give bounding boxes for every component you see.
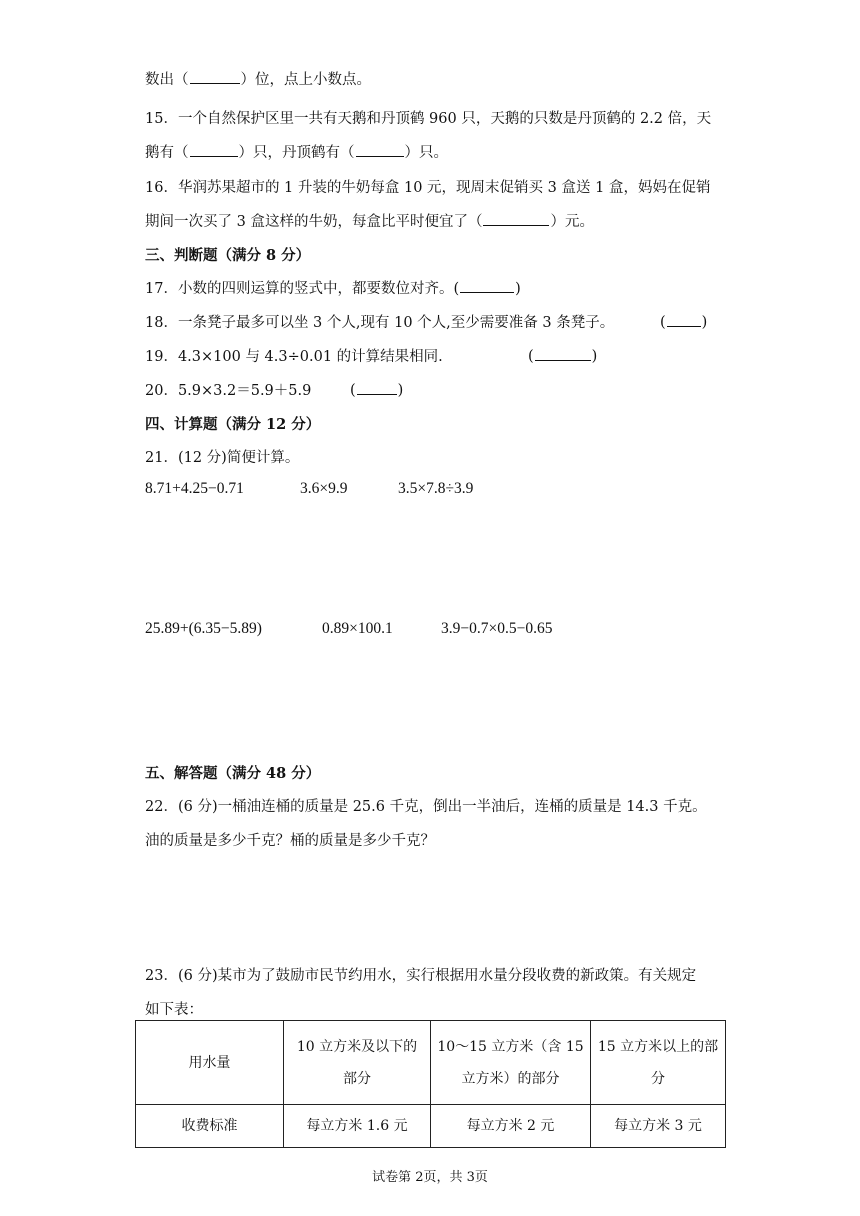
answer-blank[interactable] [667, 311, 701, 327]
calc-expression: 3.5×7.8÷3.9 [398, 480, 474, 497]
q18: 18．一条凳子最多可以坐 3 个人,现有 10 个人,至少需要准备 3 条凳子。 [145, 315, 615, 331]
answer-blank[interactable] [483, 211, 549, 227]
table-cell: 10～15 立方米（含 15 立方米）的部分 [431, 1021, 591, 1105]
q23-line2: 如下表： [145, 1002, 203, 1018]
q19-answer: ( ) [528, 345, 597, 365]
answer-blank[interactable] [190, 142, 238, 158]
answer-blank[interactable] [356, 142, 404, 158]
q23-line1: 23．(6 分)某市为了鼓励市民节约用水，实行根据用水量分段收费的新政策。有关规定 [145, 968, 697, 984]
q19: 19．4.3×100 与 4.3÷0.01 的计算结果相同. [145, 349, 443, 365]
q14-continuation: 数出（ ）位，点上小数点。 [145, 68, 371, 89]
q16-line1: 16．华润苏果超市的 1 升装的牛奶每盒 10 元，现周末促销买 3 盒送 1 盒，妈妈在促销 [145, 180, 711, 196]
water-rate-table [135, 1020, 726, 1148]
calc-expression: 3.9−0.7×0.5−0.65 [441, 620, 553, 637]
table-cell: 15 立方米以上的部分 [591, 1021, 726, 1105]
q20-answer: ( ) [350, 379, 403, 399]
table-row [136, 1105, 726, 1148]
table-cell: 每立方米 2 元 [431, 1105, 591, 1148]
table-cell: 收费标准 [136, 1105, 284, 1148]
section-3-heading: 三、判断题（满分 8 分） [145, 247, 311, 264]
q18-answer: ( ) [660, 311, 707, 331]
q17: 17．小数的四则运算的竖式中，都要数位对齐。( ) [145, 277, 521, 298]
table-cell: 每立方米 1.6 元 [284, 1105, 431, 1148]
section-5-heading: 五、解答题（满分 48 分） [145, 765, 321, 782]
answer-blank[interactable] [535, 345, 591, 361]
calc-expression: 3.6×9.9 [300, 480, 348, 497]
q22-line1: 22．(6 分)一桶油连桶的质量是 25.6 千克，倒出一半油后，连桶的质量是 14.3 千克。 [145, 799, 707, 815]
calc-expression: 8.71+4.25−0.71 [145, 480, 244, 497]
q16-line2: 期间一次买了 3 盒这样的牛奶，每盒比平时便宜了（ ）元。 [145, 210, 594, 231]
table-cell: 用水量 [136, 1021, 284, 1105]
answer-blank[interactable] [460, 278, 514, 294]
q15-line2: 鹅有（ ）只，丹顶鹤有（ ）只。 [145, 141, 448, 162]
page-footer: 试卷第 2页，共 3页 [372, 1170, 488, 1185]
answer-blank[interactable] [190, 69, 240, 85]
calc-expression: 25.89+(6.35−5.89) [145, 620, 262, 637]
section-4-heading: 四、计算题（满分 12 分） [145, 416, 321, 433]
table-header-row [136, 1021, 726, 1105]
q22-line2: 油的质量是多少千克？桶的质量是多少千克？ [145, 833, 435, 849]
table-cell: 每立方米 3 元 [591, 1105, 726, 1148]
q20: 20．5.9×3.2＝5.9＋5.9 [145, 383, 312, 399]
calc-expression: 0.89×100.1 [322, 620, 393, 637]
table-cell: 10 立方米及以下的部分 [284, 1021, 431, 1105]
q21-label: 21．(12 分)简便计算。 [145, 450, 300, 466]
q15-line1: 15．一个自然保护区里一共有天鹅和丹顶鹤 960 只，天鹅的只数是丹顶鹤的 2.2 倍，天 [145, 111, 712, 127]
answer-blank[interactable] [357, 379, 397, 395]
